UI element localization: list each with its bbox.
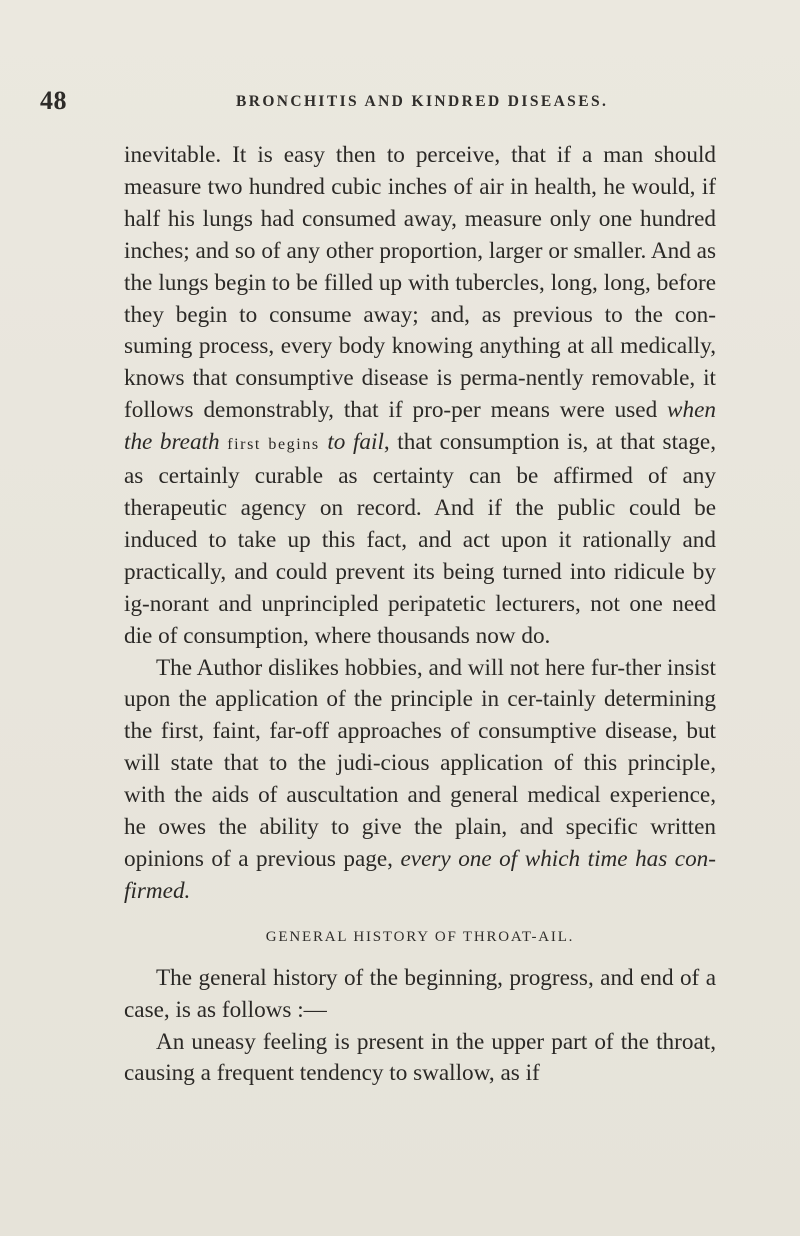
- paragraph-1-text-b: , that consumption is, at that stage, as certainly curable as certainty can be affirmed of any therapeutic agency on record. And if the public could be induced to take up this fact, and act upon it rationally and practically, and could prevent its being turned into ridicule by ig-norant and unprincipled peripatetic lecturers, not one need die of consumption, where thousands now do.: [124, 429, 716, 649]
- paragraph-1-small-caps: first begins: [227, 436, 320, 454]
- section-heading: GENERAL HISTORY OF THROAT-AIL.: [265, 928, 575, 945]
- paragraph-2: [124, 653, 716, 908]
- paragraph-1-text-a: inevitable. It is easy then to perceive, that if a man should measure two hundred cubic inches of air in health, he would, if half his lungs had consumed away, measure only one hundred inches; and so of any other proportion, larger or smaller. And as the lungs begin to be filled up with tubercles, long, long, before they begin to consume away; and, as previous to the con-suming process, every body knowing anything at all medically, knows that consumptive disease is perma-nently removable, it follows demonstrably, that if pro-per means were used: [124, 142, 716, 424]
- page-number: 48: [40, 86, 67, 115]
- paragraph-1: [124, 140, 716, 653]
- paragraph-1-italic-a: when the breath: [124, 397, 716, 456]
- paragraph-1-italic-b: to fail: [327, 429, 384, 456]
- body-text: [124, 140, 716, 1090]
- running-head: [40, 86, 716, 116]
- running-title: BRONCHITIS AND KINDRED DISEASES.: [236, 93, 609, 110]
- paragraph-2-italic: every one of which time has con-firmed.: [124, 845, 716, 904]
- paragraph-3: The general history of the beginning, progress, and end of a case, is as follows :—: [124, 964, 716, 1023]
- paragraph-2-text: The Author dislikes hobbies, and will not here fur-ther insist upon the application of the principle in cer-tainly determining the first, faint, far-off approaches of consumptive disease, but will state that to the judi-cious application of this principle, with the aids of auscultation and general medical experience, he owes the ability to give the plain, and specific written opinions of a previous page,: [124, 654, 716, 872]
- paragraph-4: An uneasy feeling is present in the upper part of the throat, causing a frequent tendency to swallow, as if: [124, 1028, 716, 1087]
